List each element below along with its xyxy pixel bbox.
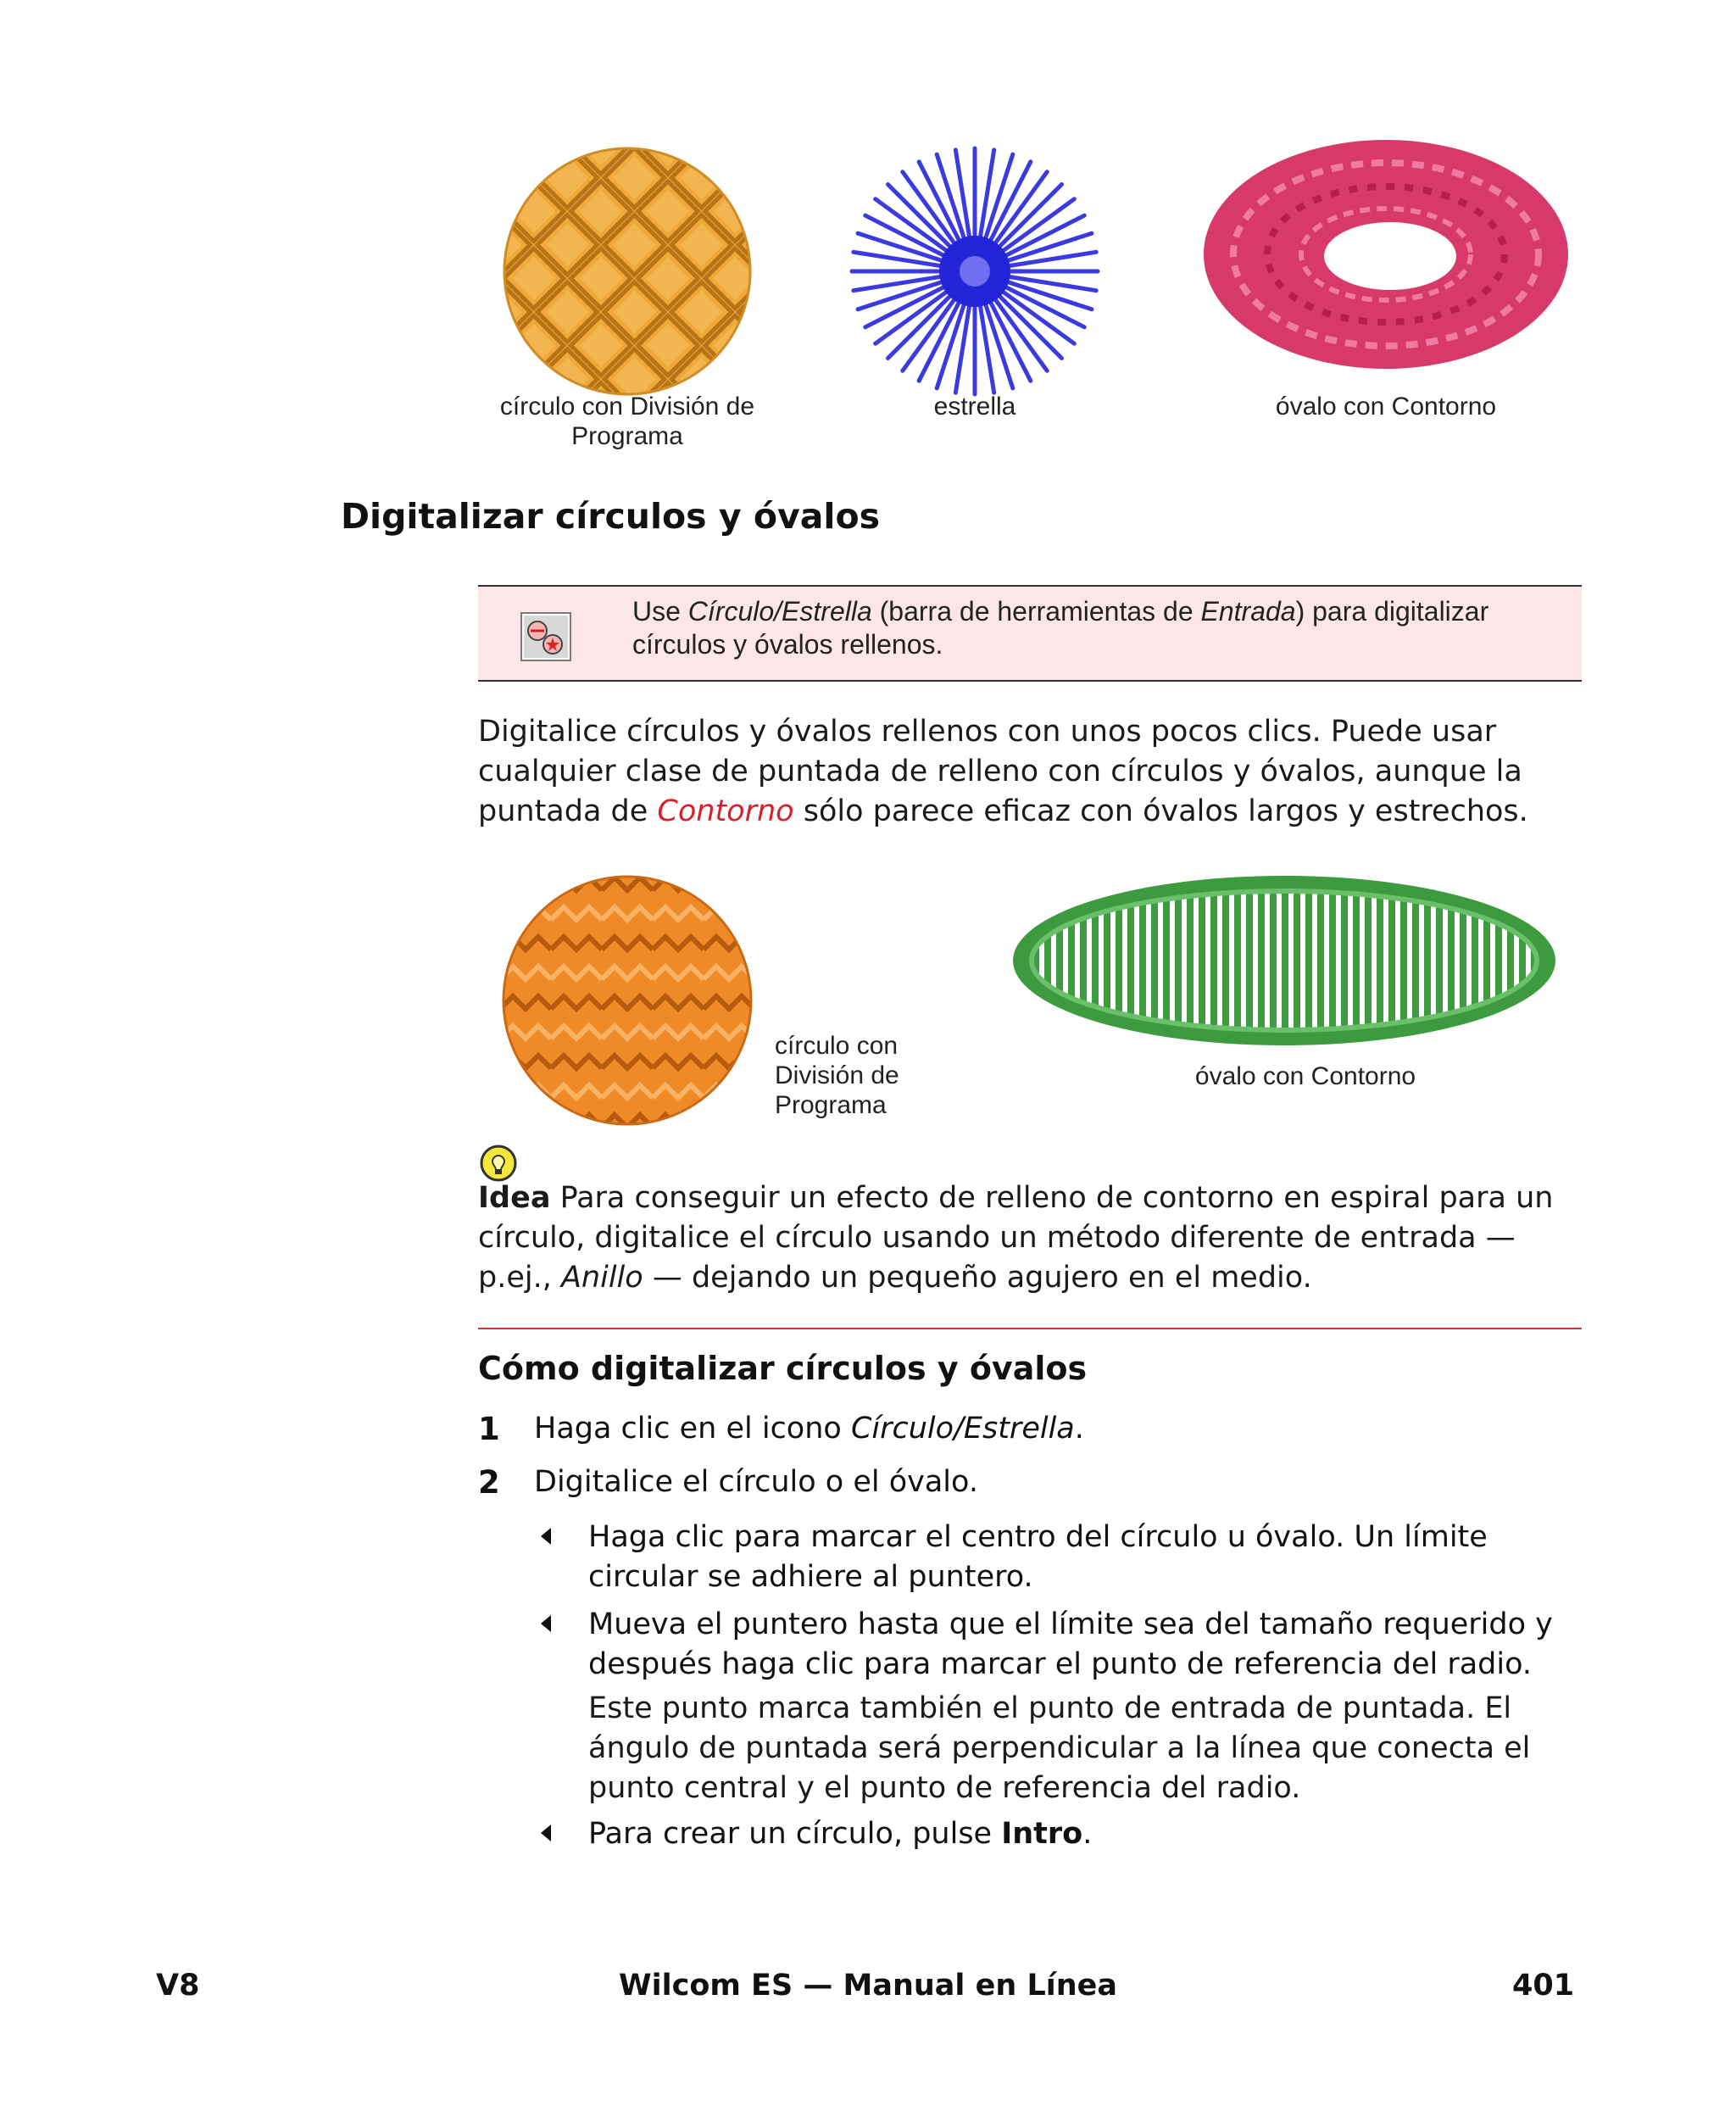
- caption-oval-contour-2: óvalo con Contorno: [1194, 1062, 1416, 1090]
- footer-title: Wilcom ES — Manual en Línea: [618, 1969, 1118, 2003]
- idea-label: Idea: [478, 1181, 551, 1215]
- bullet-2-note: Este punto marca también el punto de entrada de puntada. El ángulo de puntada será perpendicular a la línea que conecta el punto central y el punto de referencia del radio.: [588, 1691, 1531, 1805]
- idea-paragraph: Idea Para conseguir un efecto de relleno de contorno en espiral para un círculo, digitalice el círculo usando un método diferente de entrada — p.ej., Anillo — dejando un pequeño agujero en el medio.: [478, 1181, 1554, 1295]
- bullet-arrow-icon: [541, 1528, 551, 1545]
- bullet-arrow-icon: [541, 1825, 551, 1841]
- footer-page-number: 401: [1512, 1969, 1575, 2003]
- pink-contour-oval-image: [1195, 136, 1577, 390]
- second-figure: [492, 873, 1577, 1128]
- caption-circle-program-split-2: círculo con División de Programa: [775, 1032, 899, 1119]
- procedure-title: Cómo digitalizar círculos y óvalos: [478, 1350, 1088, 1387]
- orange-zigzag-circle-image: [500, 873, 754, 1128]
- intro-paragraph: Digitalice círculos y óvalos rellenos con unos pocos clics. Puede usar cualquier clase de puntada de relleno con círculos y óvalos, aunque la puntada de Contorno sólo parece eficaz con óvalos largos y estrechos.: [478, 715, 1528, 828]
- contour-term: Contorno: [657, 794, 794, 828]
- circle-star-tool-icon: [520, 612, 571, 661]
- caption-circle-program-split: círculo con División de Programa: [499, 393, 755, 450]
- tool-tip-text: Use Círculo/Estrella (barra de herramientas de Entrada) para digitalizar círculos y óvalos rellenos.: [632, 596, 1489, 660]
- caption-oval-contour: óvalo con Contorno: [1275, 393, 1497, 421]
- footer-version: V8: [156, 1969, 200, 2003]
- section-title: Digitalizar círculos y óvalos: [341, 496, 881, 537]
- top-figure: [475, 136, 1577, 458]
- bullet-arrow-icon: [541, 1615, 551, 1632]
- caption-star: estrella: [933, 393, 1016, 421]
- section-divider: [478, 1328, 1582, 1329]
- orange-quilted-circle-image: [500, 144, 754, 398]
- lightbulb-icon: [480, 1145, 517, 1182]
- blue-star-image: [848, 144, 1102, 398]
- tool-tip-box: [478, 585, 1582, 682]
- green-contour-oval-image: [1009, 873, 1560, 1051]
